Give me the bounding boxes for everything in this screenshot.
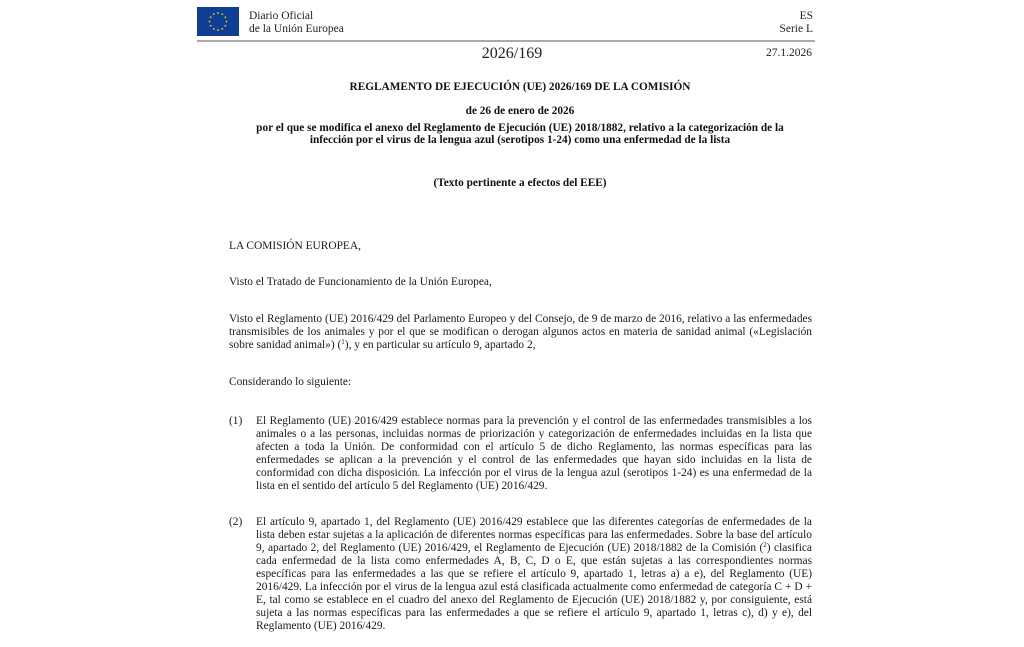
regulation-title: REGLAMENTO DE EJECUCIÓN (UE) 2026/169 DE LA COMISIÓN	[349, 81, 691, 93]
journal-masthead	[197, 5, 815, 39]
citation-text-end: , y en particular su artículo 9, apartado 2,	[348, 338, 536, 351]
regulation-citation: Visto el Reglamento (UE) 2016/429 del Parlamento Europeo y del Consejo, de 9 de marzo de 2016, relativo a las enfermedades transmisibles de los animales y por el que se modifican o derogan algunos actos en materia de sanidad animal («Legislación sobre sanidad animal») ($^1$), y en particular su artículo 9, apartado 2,	[229, 313, 812, 351]
citation-text: Visto el Reglamento (UE) 2016/429 del Parlamento Europeo y del Consejo, de 9 de marzo de 2016, relativo a las enfermedades transmisibles de los animales y por el que se modifican o derogan algunos actos en materia de sanidad animal («Legislación sobre sanidad animal»)	[229, 313, 812, 351]
flag-star	[209, 21, 211, 23]
edition-info	[779, 10, 813, 35]
flag-star	[221, 28, 223, 30]
footnote-ref[interactable]: 2	[763, 541, 767, 549]
recital-text-part-end: clasifica cada enfermedad de la lista como enfermedades A, B, C, D o E, que están sujetas a las correspondientes normas específicas para las enfermedades a las que se refiere el artículo 9, apartado 1, letras a) a e), del Reglamento (UE) 2016/429. La infección por el virus de la lengua azul está clasificada actualmente como enfermedad de categoría C + D + E, tal como se establece en el cuadro del anexo del Reglamento de Ejecución (UE) 2018/1882 y, por consiguiente, está sujeta a las normas específicas para las enfermedades a que se refiere el artículo 9, apartado 1, letras c), d) y e), del Reglamento (UE) 2016/429.	[256, 542, 812, 632]
treaty-citation: Visto el Tratado de Funcionamiento de la Unión Europea,	[229, 276, 492, 288]
document-number: 2026/169	[481, 45, 543, 62]
commission-heading: LA COMISIÓN EUROPEA,	[229, 240, 361, 252]
considering-heading: Considerando lo siguiente:	[229, 376, 352, 388]
eu-flag-icon	[197, 7, 239, 36]
flag-star	[226, 21, 228, 23]
journal-name-line1: Diario Oficial	[249, 10, 314, 22]
regulation-subject: por el que se modifica el anexo del Reglamento de Ejecución (UE) 2018/1882, relativo a la categorización de la infección por el virus de la lengua azul (serotipos 1-24) como una enfermedad de la lista	[256, 122, 784, 146]
recital-text	[256, 415, 812, 493]
recital-number: (2)	[229, 516, 243, 528]
flag-star	[224, 25, 226, 27]
recital-number: (1)	[229, 415, 243, 427]
journal-name-line2: de la Unión Europea	[249, 22, 344, 35]
publication-date: 27.1.2026	[766, 47, 812, 59]
recital-text: El artículo 9, apartado 1, del Reglamento (UE) 2016/429 establece que las diferentes categorías de enfermedades de la lista deben estar sujetas a la aplicación de diferentes normas específicas para las enfermedades. Sobre la base del artículo 9, apartado 2, del Reglamento (UE) 2016/429, el Reglamento de Ejecución (UE) 2018/1882 de la Comisión ($^2$) clasifica cada enfermedad de la lista como enfermedades A, B, C, D o E, que están sujetas a las correspondientes normas específicas para las enfermedades a las que se refiere el artículo 9, apartado 1, letras a) a e), del Reglamento (UE) 2016/429. La infección por el virus de la lengua azul está clasificada actualmente como enfermedad de categoría C + D + E, tal como se establece en el cuadro del anexo del Reglamento de Ejecución (UE) 2018/1882 y, por consiguiente, está sujeta a las normas específicas para las enfermedades a que se refiere el artículo 9, apartado 1, letras c), d) y e), del Reglamento (UE) 2016/429.	[256, 516, 812, 632]
flag-star	[217, 12, 219, 14]
flag-star	[224, 16, 226, 18]
regulation-date: de 26 de enero de 2026	[465, 105, 575, 117]
header-rule	[197, 40, 815, 42]
flag-star	[210, 16, 212, 18]
flag-star	[213, 13, 215, 15]
flag-star	[221, 13, 223, 15]
eea-relevance-note: (Texto pertinente a efectos del EEE)	[433, 177, 607, 189]
recital-text-part: El artículo 9, apartado 1, del Reglamento (UE) 2016/429 establece que las diferentes categorías de enfermedades de la lista deben estar sujetas a la aplicación de diferentes normas específicas para las enfermedades. Sobre la base del artículo 9, apartado 2, del Reglamento (UE) 2016/429, el Reglamento de Ejecución (UE) 2018/1882 de la Comisión	[256, 516, 812, 554]
series-label: Serie L	[779, 22, 813, 35]
flag-star	[213, 28, 215, 30]
flag-background	[197, 7, 239, 36]
flag-star	[210, 25, 212, 27]
language-code: ES	[799, 10, 813, 22]
flag-star	[217, 29, 219, 31]
journal-name	[249, 10, 344, 35]
recital-text-part: El Reglamento (UE) 2016/429 establece normas para la prevención y el control de las enfermedades transmisibles a los animales o a las personas, incluidas normas de priorización y categorización de enfermedades incluidas en la lista que afecten a toda la Unión. De conformidad con el artículo 5 de dicho Reglamento, las normas específicas para las enfermedades se aplican a la prevención y el control de las enfermedades que hayan sido incluidas en la lista de conformidad con dicha disposición. La infección por el virus de la lengua azul (serotipos 1-24) es una enfermedad de la lista en el sentido del artículo 5 del Reglamento (UE) 2016/429.	[256, 415, 812, 492]
footnote-ref[interactable]: 1	[341, 337, 345, 346]
